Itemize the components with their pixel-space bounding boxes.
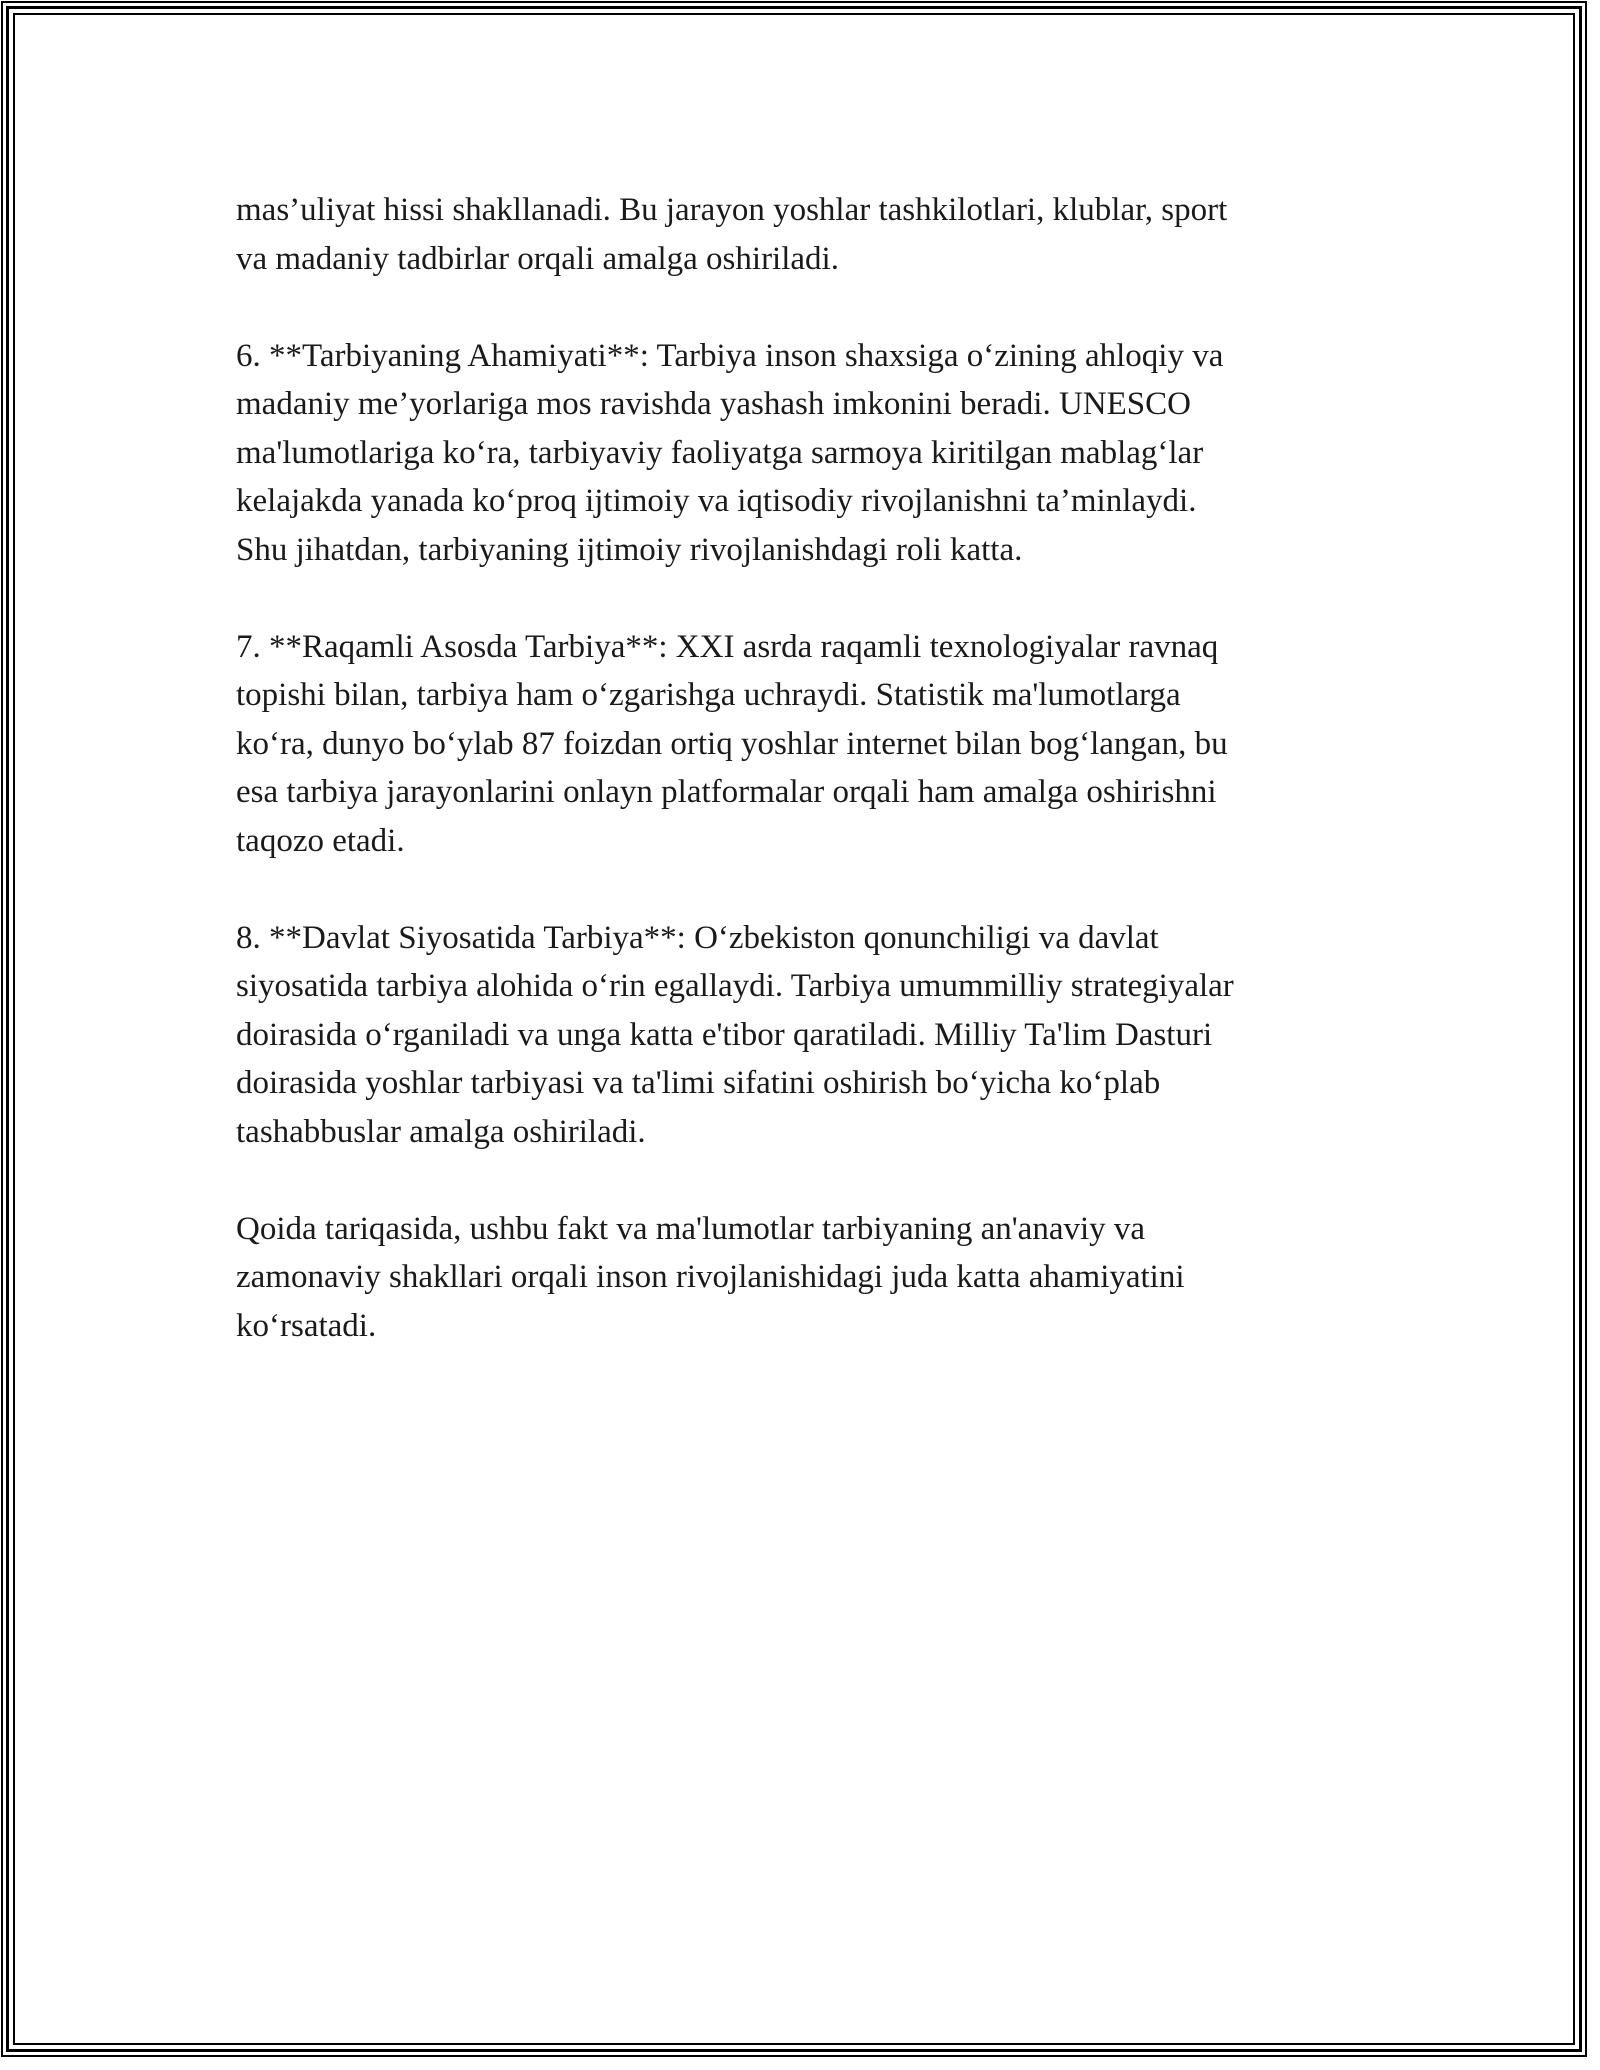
paragraph-conclusion: Qoida tariqasida, ushbu fakt va ma'lumotlar tarbiyaning an'anaviy va zamonaviy shakllari orqali inson rivojlanishidagi juda katta ahamiyatini ko‘rsatadi. <box>236 1210 1185 1344</box>
paragraph-item-6: 6. **Tarbiyaning Ahamiyati**: Tarbiya inson shaxsiga o‘zining ahloqiy va madaniy me’yorlariga mos ravishda yashash imkonini beradi. UNESCO ma'lumotlariga ko‘ra, tarbiyaviy faoliyatga sarmoya kiritilgan mablag‘lar kelajakda yanada ko‘proq ijtimoiy va iqtisodiy rivojlanishni ta’minlaydi. Shu jihatdan, tarbiyaning ijtimoiy rivojlanishdagi roli katta. <box>236 337 1224 568</box>
paragraph-item-8: 8. **Davlat Siyosatida Tarbiya**: O‘zbekiston qonunchiligi va davlat siyosatida tarbiya alohida o‘rin egallaydi. Tarbiya umummilliy strategiyalar doirasida o‘rganiladi va unga katta e'tibor qaratiladi. Milliy Ta'lim Dasturi doirasida yoshlar tarbiyasi va ta'limi sifatini oshirish bo‘yicha ko‘plab tashabbuslar amalga oshiriladi. <box>236 919 1234 1150</box>
paragraph-continuation: mas’uliyat hissi shakllanadi. Bu jarayon yoshlar tashkilotlari, klublar, sport va madaniy tadbirlar orqali amalga oshiriladi. <box>236 192 1228 277</box>
document-body <box>236 186 1366 1399</box>
paragraph-item-7: 7. **Raqamli Asosda Tarbiya**: XXI asrda raqamli texnologiyalar ravnaq topishi bilan, tarbiya ham o‘zgarishga uchraydi. Statistik ma'lumotlarga ko‘ra, dunyo bo‘ylab 87 foizdan ortiq yoshlar internet bilan bog‘langan, bu esa tarbiya jarayonlarini onlayn platformalar orqali ham amalga oshirishni taqozo etadi. <box>236 628 1228 859</box>
